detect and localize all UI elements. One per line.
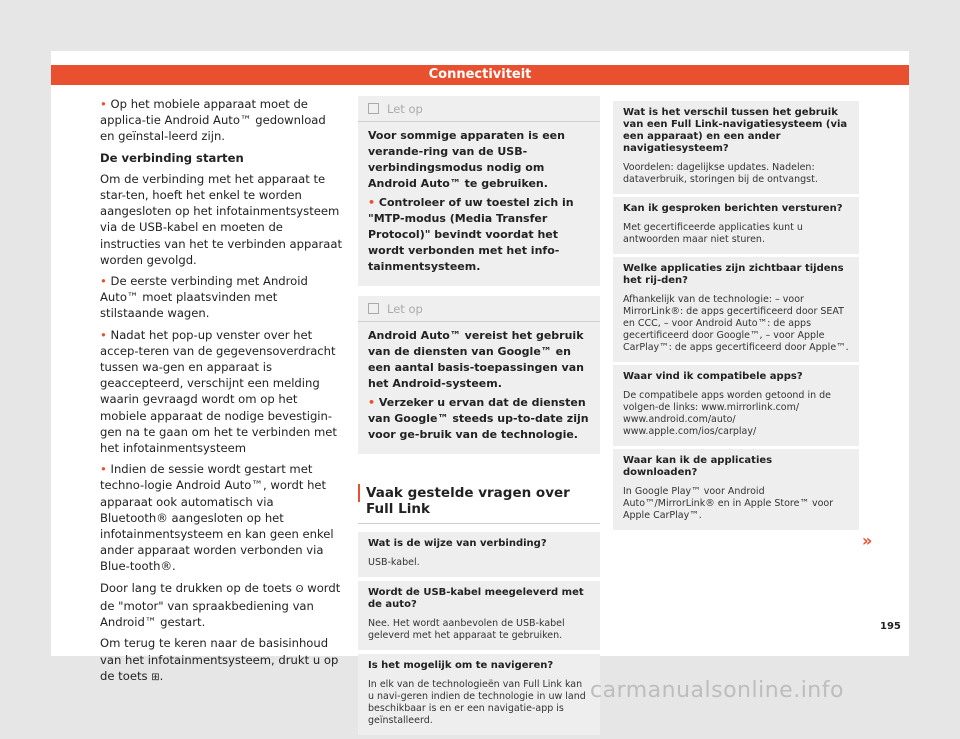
note-box: Let op Android Auto™ vereist het gebruik van de diensten van Google™ en een aantal basis-toepassingen van het Android-systeem. • Verzeker u ervan dat de diensten van Google™ steeds up-to-date zijn voor ge-bruik van de technologie. <box>358 296 600 454</box>
note-header: Let op <box>358 102 600 122</box>
subheading: De verbinding starten <box>100 150 244 165</box>
home-button-icon: ⊞ <box>151 671 160 683</box>
bullet-icon: • <box>100 97 107 111</box>
bullet-icon: • <box>100 327 107 342</box>
paragraph: • Indien de sessie wordt gestart met techno-logie Android Auto™, wordt het apparaat ook automatisch via Bluetooth® aangesloten op het infotainmentsysteem en kan geen enkel ander apparaat worden verbonden via Blue-tooth®. <box>100 462 334 574</box>
faq-item: Is het mogelijk om te navigeren? In elk van de technologieën van Full Link kan u navi-geren indien de technologie in uw land beschikbaar is en er een navigatie-app is geïnstalleerd. <box>358 654 600 735</box>
faq-item: Welke applicaties zijn zichtbaar tijdens het rij-den? Afhankelijk van de technologie: – voor MirrorLink®: de apps gecertificeerd door SEAT en CCC, – voor Android Auto™: de apps gecertificeerd door Google™, – voor Apple CarPlay™: de apps gecertificeerd door Apple™. <box>613 257 859 362</box>
paragraph: • Op het mobiele apparaat moet de applica-tie Android Auto™ gedownload en geïnstal-leerd zijn. <box>100 97 326 144</box>
page-number: 195 <box>880 621 901 632</box>
voice-button-icon: ʘ <box>295 583 304 595</box>
section-title: Vaak gestelde vragen over Full Link <box>358 480 600 524</box>
faq-item: Wordt de USB-kabel meegeleverd met de auto? Nee. Het wordt aanbevolen de USB-kabel geleverd met het apparaat te gebruiken. <box>358 581 600 650</box>
faq-item: Wat is het verschil tussen het gebruik van een Full Link-navigatiesysteem (via een apparaat) en een ander navigatiesysteem? Voordelen: dagelijkse updates. Nadelen: dataverbruik, storingen bij de ontvangst. <box>613 101 859 194</box>
note-header: Let op <box>358 302 600 322</box>
column-left <box>100 96 342 691</box>
paragraph: Om de verbinding met het apparaat te star-ten, hoeft het enkel te worden aangesloten op het infotainmentsysteem via de USB-kabel en moeten de instructies van het te verbinden apparaat worden gevolgd. <box>100 171 343 267</box>
watermark: carmanualsonline.info <box>590 678 844 703</box>
paragraph: Door lang te drukken op de toets ʘ wordt de "motor" van spraakbediening van Android™ gestart. <box>100 580 341 630</box>
chapter-header: Connectiviteit <box>51 65 909 85</box>
paragraph: • Nadat het pop-up venster over het accep-teren van de gegevensoverdracht tussen wa-gen en apparaat is geaccepteerd, verschijnt een melding waarin gevraagd wordt om op het mobiele apparaat de nodige bevestigin-gen na te gaan om het te verbinden met het infotainmentsysteem <box>100 327 337 456</box>
info-icon <box>368 103 379 114</box>
column-middle <box>358 96 600 739</box>
bullet-icon: • <box>100 274 107 289</box>
paragraph: • De eerste verbinding met Android Auto™ moet plaatsvinden met stilstaande wagen. <box>100 274 308 321</box>
continue-arrow-icon: » <box>862 531 873 550</box>
column-right <box>613 101 859 533</box>
info-icon <box>368 303 379 314</box>
faq-item: Waar vind ik compatibele apps? De compatibele apps worden getoond in de volgen-de links: www.mirrorlink.com/ www.android.com/auto/ www.apple.com/ios/carplay/ <box>613 365 859 446</box>
note-box: Let op Voor sommige apparaten is een verande-ring van de USB-verbindingsmodus nodig om Android Auto™ te gebruiken. • Controleer of uw toestel zich in "MTP-modus (Media Transfer Protocol)" bevindt voordat het wordt verbonden met het info-tainmentsysteem. <box>358 96 600 286</box>
bullet-icon: • <box>100 462 107 477</box>
bullet-icon: • <box>368 196 376 209</box>
faq-item: Wat is de wijze van verbinding? USB-kabel. <box>358 532 600 577</box>
faq-item: Waar kan ik de applicaties downloaden? In Google Play™ voor Android Auto™/MirrorLink® en in Apple Store™ voor Apple CarPlay™. <box>613 449 859 530</box>
faq-item: Kan ik gesproken berichten versturen? Met gecertificeerde applicaties kunt u antwoorden maar niet sturen. <box>613 197 859 254</box>
bullet-icon: • <box>368 396 376 409</box>
paragraph: Om terug te keren naar de basisinhoud van het infotainmentsysteem, drukt u op de toets ⊞. <box>100 636 339 683</box>
